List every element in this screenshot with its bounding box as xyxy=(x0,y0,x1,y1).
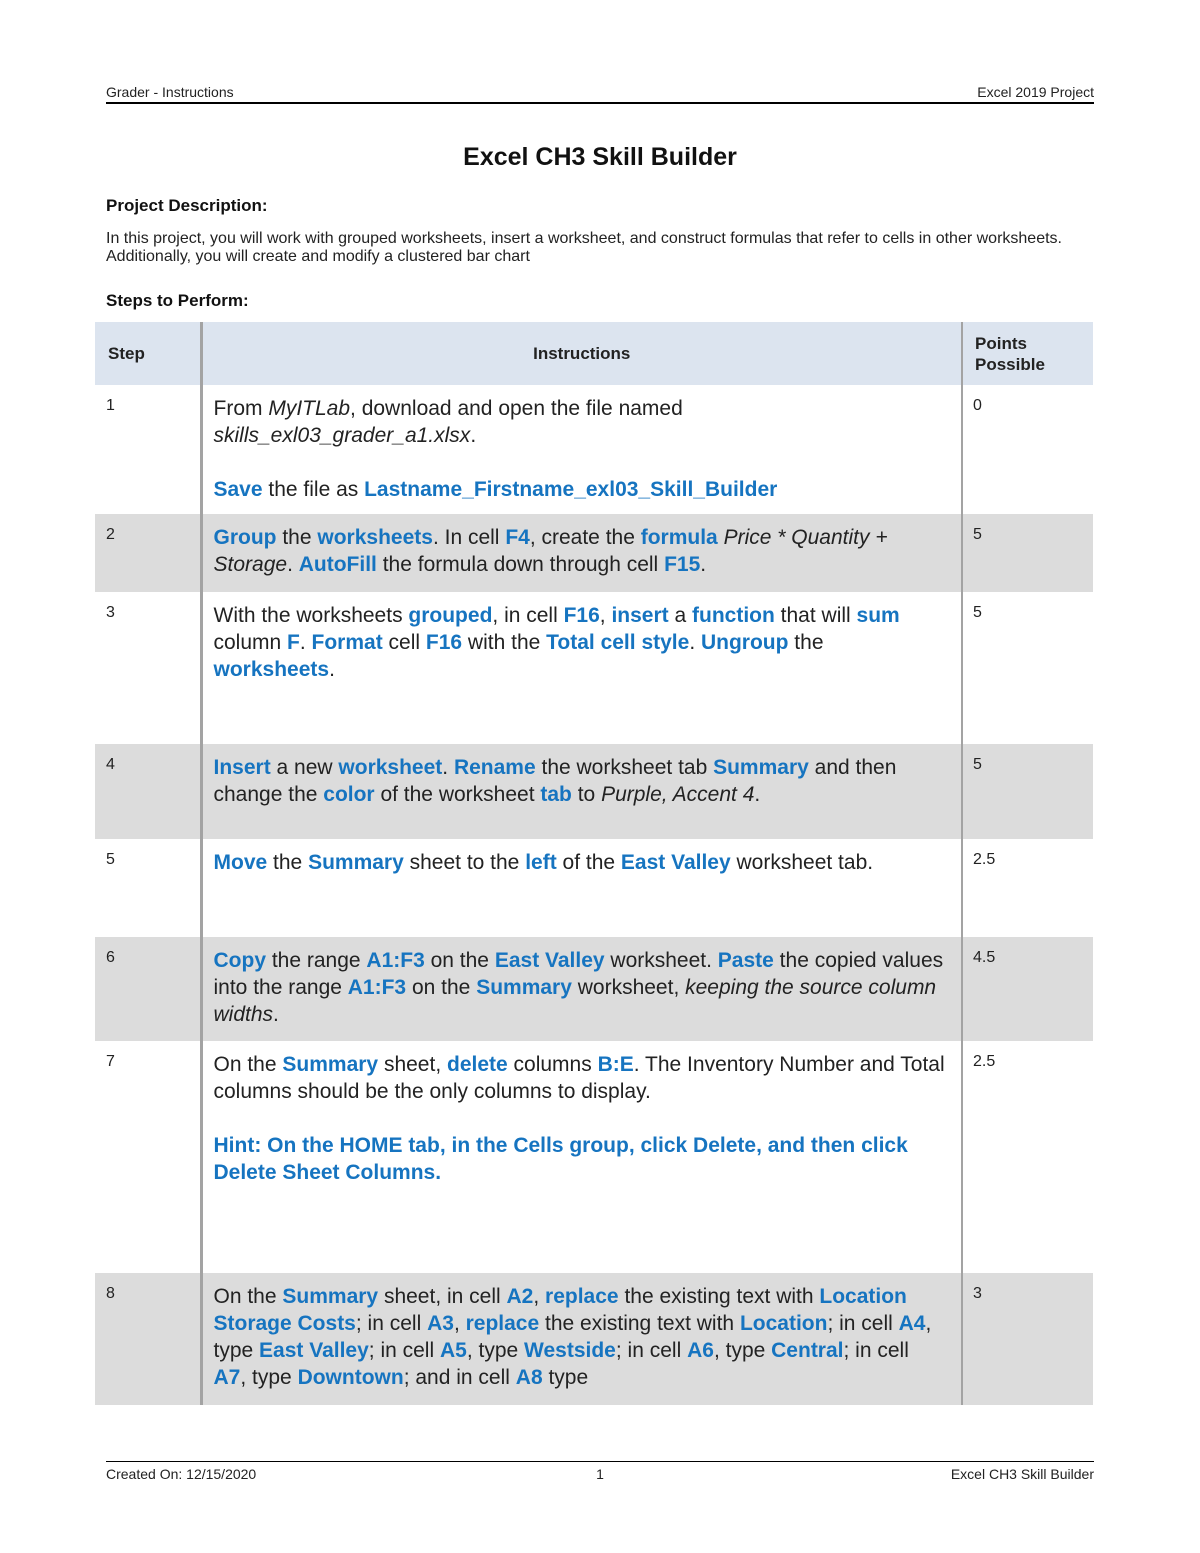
table-row xyxy=(95,744,1093,839)
hint-text: Hint: On the HOME tab, in the Cells group, click Delete, and then click Delete Sheet Columns. xyxy=(213,1134,908,1184)
step-points: 2.5 xyxy=(962,1041,1093,1273)
table-row xyxy=(95,592,1093,744)
header-points xyxy=(962,322,1093,385)
document-title: Excel CH3 Skill Builder xyxy=(463,143,737,171)
steps-label: Steps to Perform: xyxy=(106,291,249,310)
step-number: 8 xyxy=(95,1273,201,1405)
header-points-line2: Possible xyxy=(975,354,1045,374)
step-points: 3 xyxy=(962,1273,1093,1405)
step-points: 5 xyxy=(962,592,1093,744)
step-number: 4 xyxy=(95,744,201,839)
footer-page-number: 1 xyxy=(596,1466,604,1482)
step-instructions: On the Summary sheet, in cell A2, replace the existing text with Location Storage Costs; in cell A3, replace the existing text with Location; in cell A4, type East Valley; in cell A5, type Westside; in cell A6, type Central; in cell A7, type Downtown; and in cell A8 type xyxy=(201,1273,962,1405)
step-points: 5 xyxy=(962,744,1093,839)
step-number: 2 xyxy=(95,514,201,592)
step-number: 3 xyxy=(95,592,201,744)
table-row xyxy=(95,839,1093,937)
step-number: 6 xyxy=(95,937,201,1041)
footer-rule xyxy=(106,1461,1094,1462)
table-row xyxy=(95,1273,1093,1405)
step-instructions: With the worksheets grouped, in cell F16, insert a function that will sum column F. Format cell F16 with the Total cell style. Ungroup the worksheets. xyxy=(213,604,900,681)
header-points-line1: Points xyxy=(975,333,1027,353)
step-instructions: Group the worksheets. In cell F4, create the formula Price * Quantity + Storage. AutoFill the formula down through cell F15. xyxy=(201,514,962,592)
step-number: 7 xyxy=(95,1041,201,1273)
step-instructions: On the Summary sheet, delete columns B:E. The Inventory Number and Total columns should be the only columns to display. Hint: On the HOME tab, in the Cells group, click Delete, and then click Delete Sheet Columns. xyxy=(201,1041,962,1273)
footer-created-on: Created On: 12/15/2020 xyxy=(106,1466,257,1482)
step-points: 0 xyxy=(962,385,1093,514)
step-instructions: From MyITLab, download and open the file named skills_exl03_grader_a1.xlsx. Save the file as Lastname_Firstname_exl03_Skill_Builder xyxy=(213,397,778,501)
header-step: Step xyxy=(95,322,201,385)
header-left: Grader - Instructions xyxy=(106,84,234,100)
step-number: 1 xyxy=(95,385,201,514)
header-right: Excel 2019 Project xyxy=(977,84,1094,100)
table-row xyxy=(95,385,1093,514)
table-header-row xyxy=(95,322,1093,385)
table-row xyxy=(95,514,1093,592)
project-description-text: In this project, you will work with grouped worksheets, insert a worksheet, and construct formulas that refer to cells in other worksheets. Additionally, you will create and modify a clustered bar chart xyxy=(106,230,1062,265)
step-number: 5 xyxy=(95,839,201,937)
footer-right: Excel CH3 Skill Builder xyxy=(950,1466,1094,1482)
step-points: 4.5 xyxy=(962,937,1093,1041)
step-instructions: Insert a new worksheet. Rename the worksheet tab Summary and then change the color of the worksheet tab to Purple, Accent 4. xyxy=(201,744,962,839)
project-description-label: Project Description: xyxy=(106,196,268,215)
steps-table xyxy=(95,322,1093,1405)
step-points: 5 xyxy=(962,514,1093,592)
header-rule xyxy=(106,102,1094,104)
table-row xyxy=(95,937,1093,1041)
step-instructions: Copy the range A1:F3 on the East Valley worksheet. Paste the copied values into the range A1:F3 on the Summary worksheet, keeping the source column widths. xyxy=(201,937,962,1041)
table-row xyxy=(95,1041,1093,1273)
header-instructions: Instructions xyxy=(201,322,962,385)
step-points: 2.5 xyxy=(962,839,1093,937)
step-instructions: Move the Summary sheet to the left of the East Valley worksheet tab. xyxy=(213,851,874,874)
